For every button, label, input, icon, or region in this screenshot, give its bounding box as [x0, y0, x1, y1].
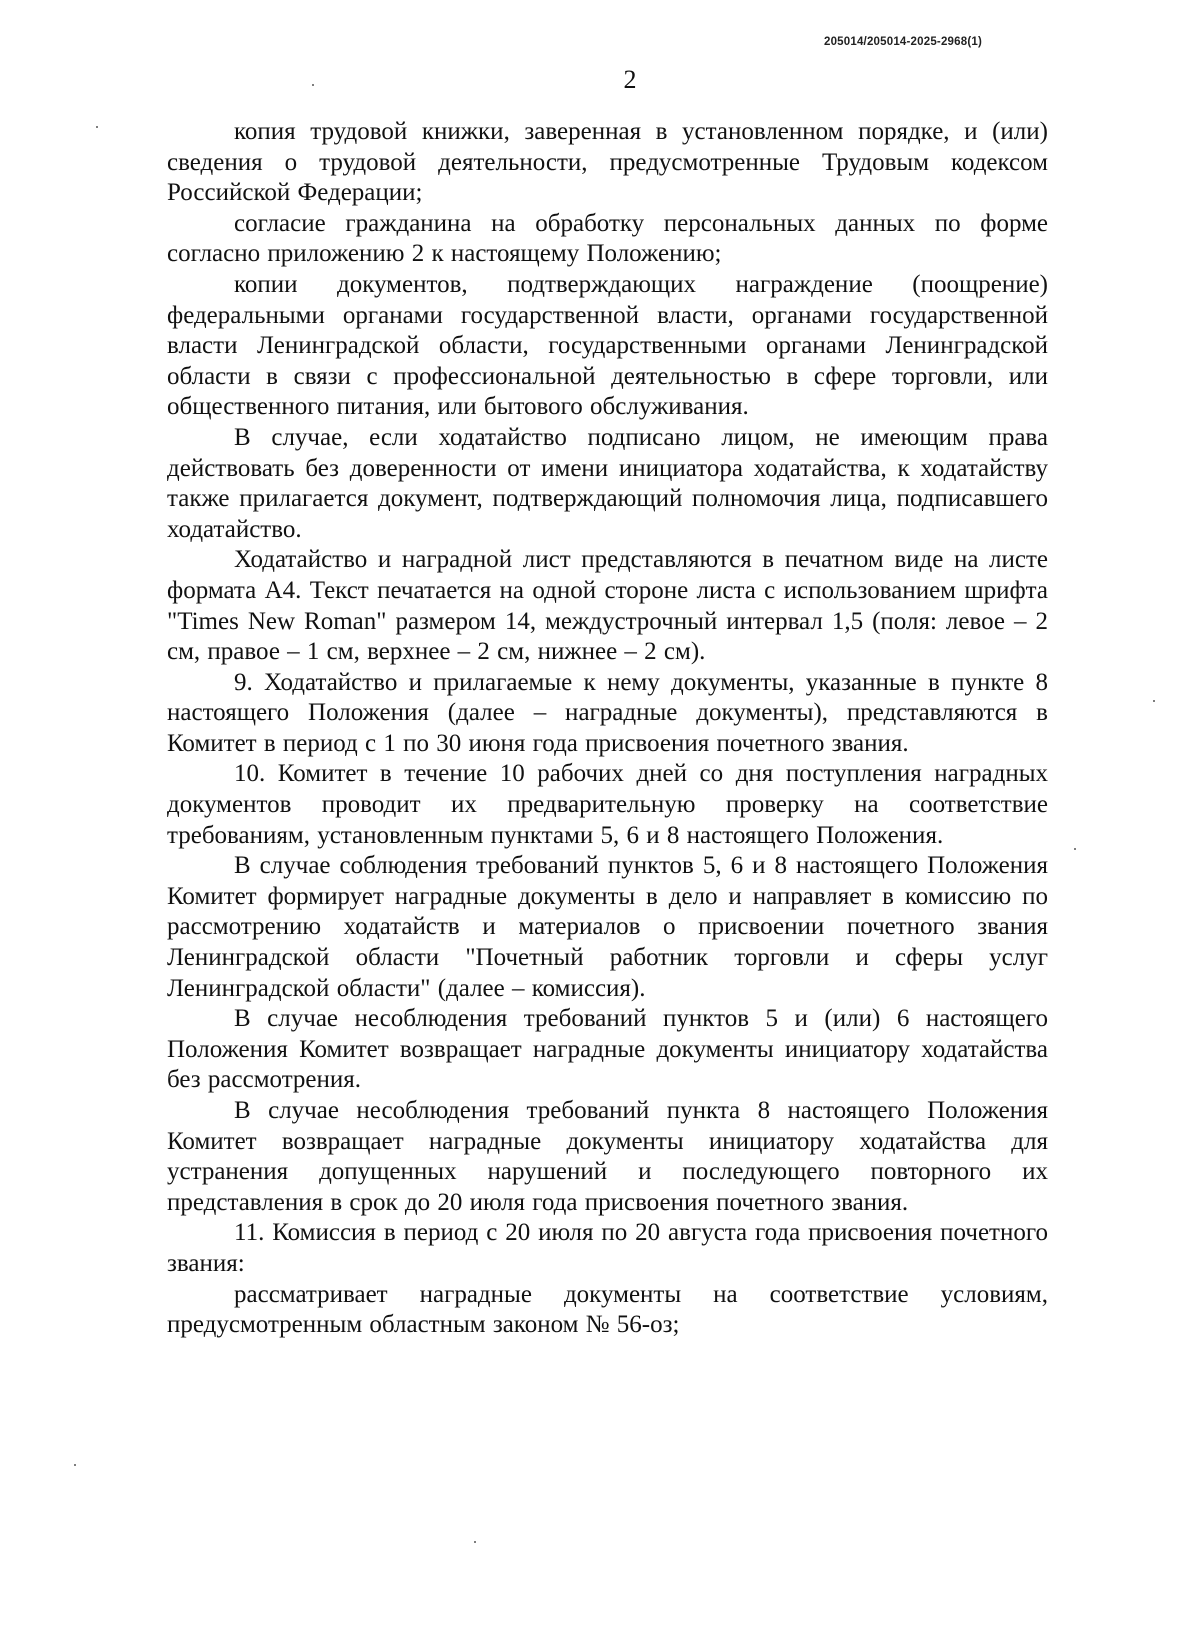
scan-speck: [312, 84, 314, 86]
paragraph-item-9: 9. Ходатайство и прилагаемые к нему документы, указанные в пункте 8 настоящего Положения (далее – наградные документы), представляются в Комитет в период с 1 по 30 июня года присвоения почетного звания.: [167, 668, 1048, 757]
paragraph-personal-data-consent: согласие гражданина на обработку персональных данных по форме согласно приложению 2 к настоящему Положению;: [167, 209, 1048, 268]
paragraph-item-11: 11. Комиссия в период с 20 июля по 20 августа года присвоения почетного звания:: [167, 1219, 1048, 1277]
scan-speck: [1074, 848, 1076, 850]
paragraph-commission-review: рассматривает наградные документы на соответствие условиям, предусмотренным областным законом № 56-оз;: [167, 1280, 1048, 1339]
paragraph-print-format: Ходатайство и наградной лист представляются в печатном виде на листе формата А4. Текст печатается на одной стороне листа с использованием шрифта "Times New Roman" размером 14, междустрочный интервал 1,5 (поля: левое – 2 см, правое – 1 см, верхнее – 2 см, нижнее – 2 см).: [167, 546, 1048, 666]
paragraph-noncompliance-8: В случае несоблюдения требований пункта 8 настоящего Положения Комитет возвращает наградные документы инициатору ходатайства для устранения допущенных нарушений и последующего повторного их представления в срок до 20 июля года присвоения почетного звания.: [167, 1097, 1048, 1216]
page-number: 2: [623, 65, 637, 94]
paragraph-item-10: 10. Комитет в течение 10 рабочих дней со дня поступления наградных документов проводит их предварительную проверку на соответствие требованиям, установленным пунктами 5, 6 и 8 настоящего Положения.: [167, 760, 1048, 849]
paragraph-noncompliance-5-6: В случае несоблюдения требований пунктов 5 и (или) 6 настоящего Положения Комитет возвращает наградные документы инициатору ходатайства без рассмотрения.: [167, 1005, 1048, 1094]
scan-speck: [74, 1464, 76, 1466]
document-id: 205014/205014-2025-2968(1): [823, 36, 982, 48]
scan-speck: [1153, 700, 1155, 702]
scan-speck: [474, 1541, 476, 1543]
paragraph-compliance: В случае соблюдения требований пунктов 5, 6 и 8 настоящего Положения Комитет формирует наградные документы в дело и направляет в комиссию по рассмотрению ходатайств и материалов о присвоении почетного звания Ленинградской области "Почетный работник торговли и сферы услуг Ленинградской области" (далее – комиссия).: [167, 852, 1048, 1002]
paragraph-award-documents-copies: копии документов, подтверждающих награждение (поощрение) федеральными органами государственной власти, органами государственной власти Ленинградской области, государственными органами Ленинградской области в связи с профессиональной деятельностью в сфере торговли, или общественного питания, или бытового обслуживания.: [167, 270, 1048, 421]
paragraph-signatory-authority: В случае, если ходатайство подписано лицом, не имеющим права действовать без доверенности от имени инициатора ходатайства, к ходатайству также прилагается документ, подтверждающий полномочия лица, подписавшего ходатайство.: [167, 423, 1048, 543]
paragraph-work-record-copy: копия трудовой книжки, заверенная в установленном порядке, и (или) сведения о трудовой деятельности, предусмотренные Трудовым кодексом Российской Федерации;: [167, 118, 1048, 207]
document-body: [167, 117, 1048, 1341]
scan-speck: [96, 126, 98, 128]
